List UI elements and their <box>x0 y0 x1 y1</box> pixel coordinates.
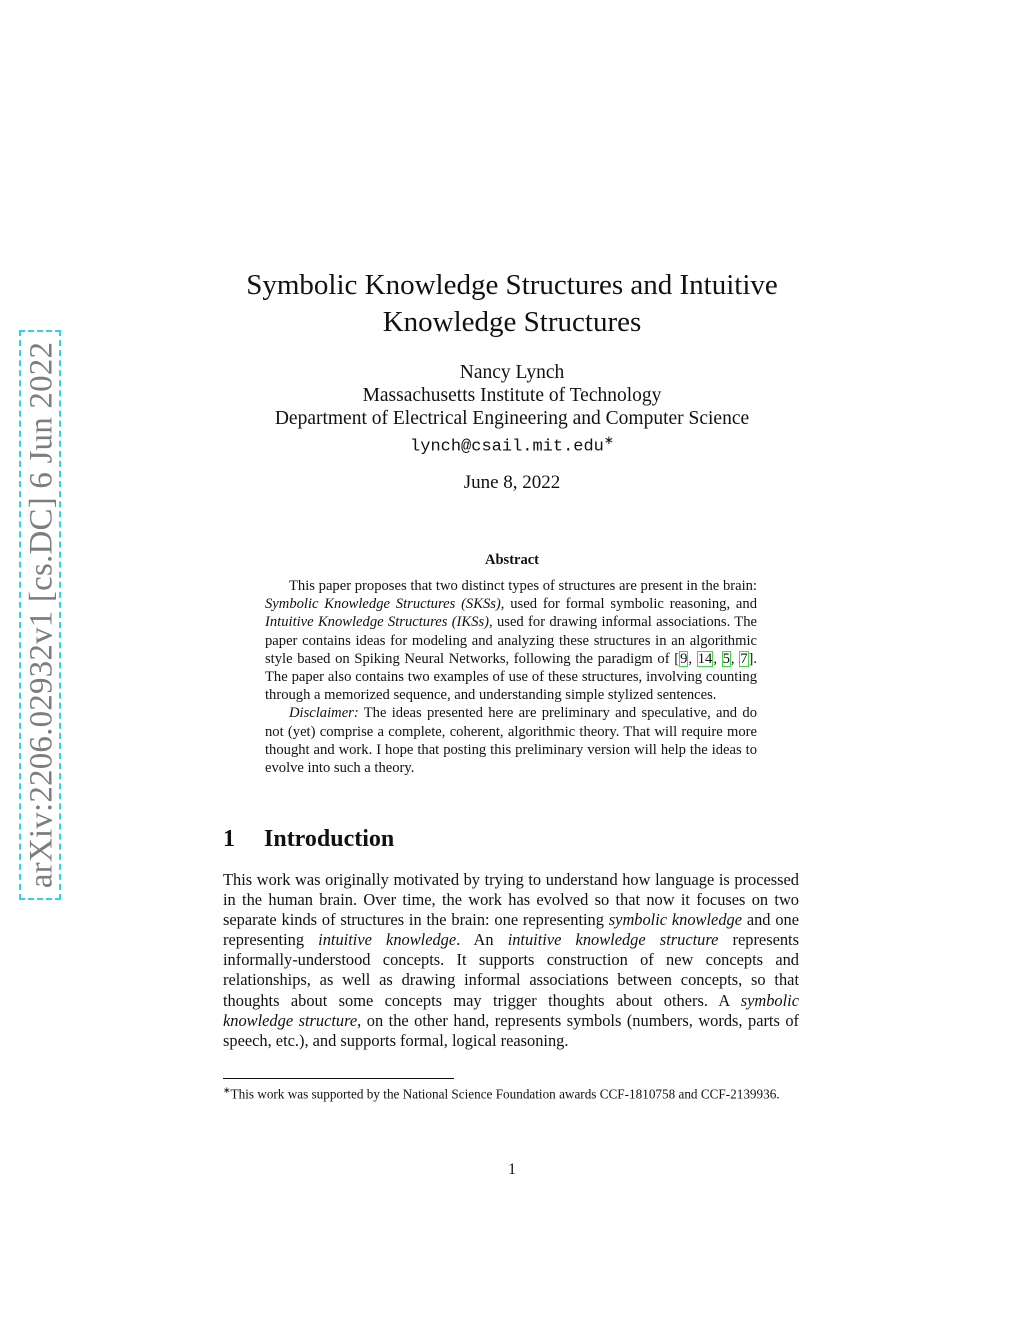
disclaimer-label: Disclaimer: <box>289 705 359 722</box>
citation-link[interactable]: 9 <box>680 650 688 667</box>
author-name: Nancy Lynch <box>459 362 565 383</box>
author-department: Department of Electrical Engineering and Computer Science <box>274 408 750 429</box>
author-institution: Massachusetts Institute of Technology <box>362 385 662 406</box>
section-number: 1 <box>223 826 235 852</box>
disclaimer-paragraph: Disclaimer: The ideas presented here are preliminary and speculative, and do not (yet) comprise a complete, coherent, algorithmic theory. That will require more thought and work. I hope that posting this preliminary version will help the ideas to evolve into such a theory. <box>265 705 757 777</box>
page-number: 1 <box>508 1161 516 1178</box>
title-line-2: Knowledge Structures <box>382 306 642 338</box>
paper-date: June 8, 2022 <box>463 472 561 493</box>
footnote-text: This work was supported by the National Science Foundation awards CCF-1810758 and CCF-2139936. <box>230 1086 780 1102</box>
abstract-body <box>265 577 757 777</box>
email-address[interactable]: lynch@csail.mit.edu <box>410 437 604 457</box>
citation-link[interactable]: 14 <box>697 650 713 667</box>
author-email[interactable] <box>0 433 1024 457</box>
intro-paragraph: This work was originally motivated by trying to understand how language is processed in the human brain. Over time, the work has evolved so that now it focuses on two separate kinds of structures in the brain: one representing symbolic knowledge and one representing intuitive knowledge. An intuitive knowledge structure represents informally-understood concepts. It supports construction of new concepts and relationships, as well as drawing informal associations between concepts, so that thoughts about some concepts may trigger thoughts about others. A symbolic knowledge structure, on the other hand, represents symbols (numbers, words, parts of speech, etc.), and supports formal, logical reasoning. <box>223 870 800 1050</box>
section-heading <box>223 826 394 853</box>
arxiv-identifier[interactable]: arXiv:2206.02932v1 [cs.DC] 6 Jun 2022 <box>23 341 60 889</box>
footnote <box>223 1082 799 1102</box>
abstract-paragraph: This paper proposes that two distinct types of structures are present in the brain: Symbolic Knowledge Structures (SKSs), used for formal symbolic reasoning, and Intuitive Knowledge Structures (IKSs), used for drawing informal associations. The paper contains ideas for modeling and analyzing these structures in an algorithmic style based on Spiking Neural Networks, following the paradigm of [9, 14, 5, 7]. The paper also contains two examples of use of these structures, involving counting through a memorized sequence, and understanding simple stylized sentences. <box>265 578 758 704</box>
title-line-1: Symbolic Knowledge Structures and Intuitive <box>246 269 778 301</box>
footnote-divider <box>223 1078 454 1079</box>
section-title: Introduction <box>264 826 395 852</box>
footnote-marker[interactable]: ∗ <box>603 433 614 447</box>
abstract-heading: Abstract <box>485 552 539 568</box>
sks-term: Symbolic Knowledge Structures (SKSs) <box>265 596 501 613</box>
citation-link[interactable]: 5 <box>722 650 730 667</box>
citation-link[interactable]: 7 <box>740 650 748 667</box>
paper-title <box>0 267 1024 341</box>
iks-term: Intuitive Knowledge Structures (IKSs) <box>265 614 489 631</box>
footnote-mark: ∗ <box>223 1085 231 1095</box>
